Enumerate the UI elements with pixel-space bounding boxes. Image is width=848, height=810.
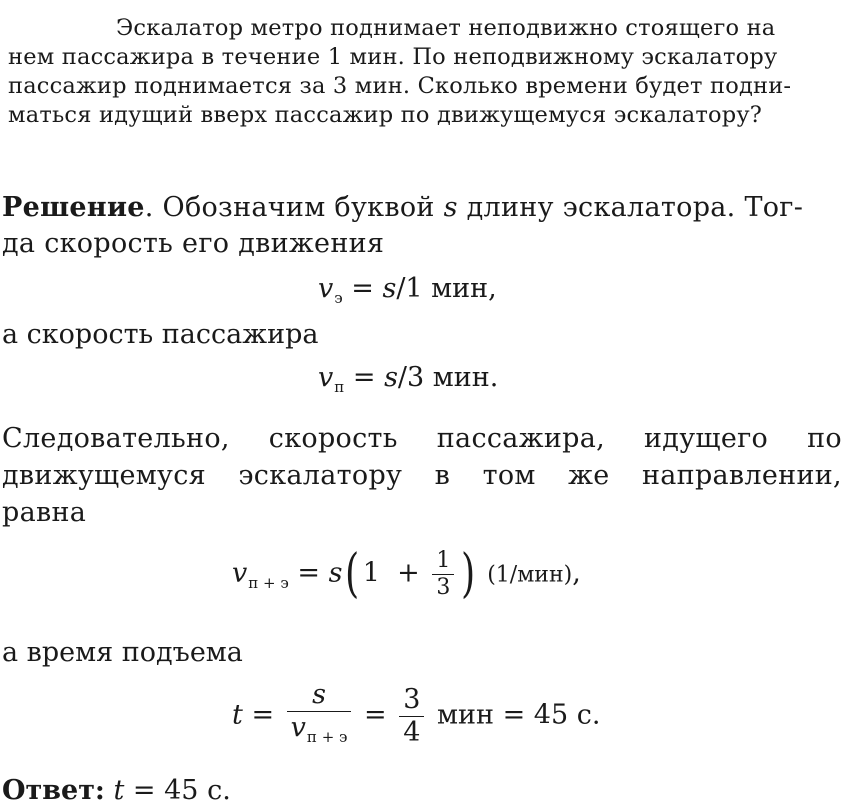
formula3-sub: п + э bbox=[248, 573, 289, 592]
word: движущемуся bbox=[2, 460, 206, 491]
formula1-s: s bbox=[382, 273, 397, 304]
para2-line-1 bbox=[2, 420, 842, 457]
formula1-eq: = bbox=[342, 273, 383, 304]
formula2-s: s bbox=[384, 362, 398, 393]
formula3-unit: (1/мин) bbox=[487, 562, 573, 588]
fraction-s-over-v bbox=[287, 680, 352, 752]
fraction-three-quarters bbox=[399, 685, 424, 748]
den-sub: п + э bbox=[306, 728, 348, 746]
formula1-rest: /1 мин, bbox=[396, 273, 497, 304]
word: по bbox=[807, 423, 842, 454]
formula2-v: v bbox=[318, 362, 334, 393]
word: том bbox=[482, 460, 536, 491]
word: Следовательно, bbox=[2, 423, 230, 454]
fraction-one-third bbox=[432, 549, 454, 600]
word: направлении, bbox=[641, 460, 842, 491]
variable-s: s bbox=[443, 192, 458, 223]
formula-time bbox=[232, 680, 600, 752]
formula2-eq: = bbox=[344, 362, 385, 393]
solution-text bbox=[2, 190, 842, 262]
formula3-v: v bbox=[232, 557, 248, 589]
solution-line-1-text: . Обозначим буквой bbox=[144, 192, 444, 223]
text-passenger-speed bbox=[2, 319, 318, 350]
solution-line-time: а время подъема bbox=[2, 637, 243, 668]
solution-heading: Решение bbox=[2, 192, 145, 223]
formula3-s: s bbox=[328, 557, 343, 589]
fraction-numerator: 1 bbox=[432, 549, 454, 575]
formula4-rest: мин = 45 с. bbox=[428, 699, 601, 731]
problem-statement bbox=[8, 14, 840, 130]
text-rise-time bbox=[2, 637, 243, 668]
right-paren: ) bbox=[461, 544, 476, 604]
answer-t: t bbox=[113, 775, 125, 806]
formula3-plus: + bbox=[397, 557, 420, 589]
answer-value: = 45 с. bbox=[124, 775, 231, 806]
fraction-denominator: 3 bbox=[436, 574, 451, 600]
solution-line-3: а скорость пассажира bbox=[2, 319, 319, 350]
para2-line-2 bbox=[2, 457, 842, 494]
formula-passenger-speed bbox=[318, 362, 498, 396]
solution-line-1-end: длину эскалатора. Тог- bbox=[457, 192, 804, 223]
formula2-rest: /3 мин. bbox=[397, 362, 499, 393]
den-v: v bbox=[290, 712, 306, 743]
fraction-numerator-s: s bbox=[287, 680, 352, 712]
word: же bbox=[568, 460, 610, 491]
word: идущего bbox=[644, 423, 769, 454]
fraction-denominator-v bbox=[287, 712, 352, 752]
problem-line-2: нем пассажира в течение 1 мин. По неподвижному эскалатору bbox=[8, 44, 778, 70]
word: в bbox=[434, 460, 451, 491]
formula2-sub: п bbox=[334, 378, 345, 396]
left-paren: ( bbox=[345, 544, 360, 604]
para2-line-3: равна bbox=[2, 497, 87, 528]
formula1-v: v bbox=[318, 273, 334, 304]
problem-line-3: пассажир поднимается за 3 мин. Сколько времени будет подни- bbox=[8, 73, 792, 99]
word: эскалатору bbox=[238, 460, 403, 491]
formula4-eq2: = bbox=[355, 699, 396, 731]
fraction-denominator-4: 4 bbox=[403, 716, 421, 748]
solution-line-2: да скорость его движения bbox=[2, 228, 385, 259]
formula1-sub: э bbox=[334, 289, 343, 307]
problem-line-1: Эскалатор метро поднимает неподвижно стоящего на bbox=[116, 15, 776, 41]
problem-line-4: маться идущий вверх пассажир по движущемуся эскалатору? bbox=[8, 102, 763, 128]
word: скорость bbox=[268, 423, 398, 454]
formula4-eq1: = bbox=[242, 699, 283, 731]
formula3-eq: = bbox=[288, 557, 329, 589]
fraction-numerator-3: 3 bbox=[399, 685, 424, 717]
answer-line bbox=[2, 775, 231, 806]
formula-escalator-speed bbox=[318, 273, 497, 307]
paragraph-consequently bbox=[2, 420, 842, 531]
answer-label: Ответ: bbox=[2, 775, 105, 806]
solution-line-1 bbox=[2, 190, 842, 226]
formula3-one: 1 bbox=[362, 557, 380, 589]
formula3-comma: , bbox=[572, 557, 581, 589]
formula-combined-speed bbox=[232, 544, 581, 604]
formula4-t: t bbox=[232, 699, 243, 731]
word: пассажира, bbox=[436, 423, 605, 454]
